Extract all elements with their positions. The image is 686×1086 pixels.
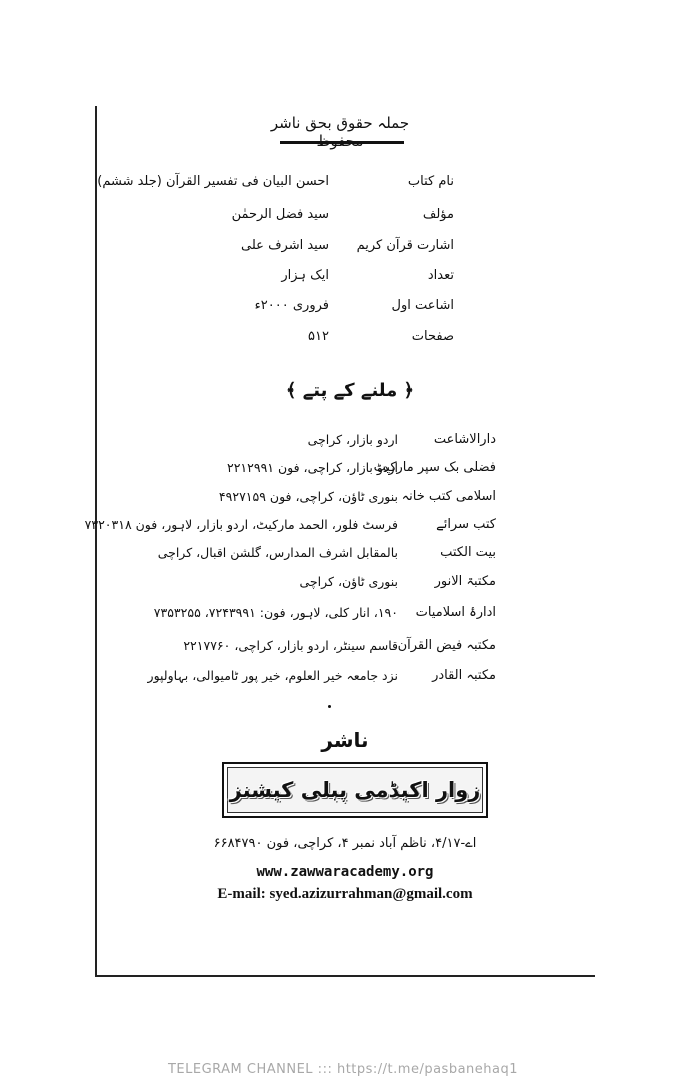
publisher-logo: زوار اکیڈمی پبلی کیشنز xyxy=(222,762,488,818)
address-label: دارالاشاعت xyxy=(433,432,496,447)
publisher-label: ناشر xyxy=(321,728,369,752)
separator-dot xyxy=(328,705,331,708)
address-value: بنوری ٹاؤن، کراچی xyxy=(299,574,398,589)
availability-title: ﴿ ملنے کے پتے ﴾ xyxy=(285,380,415,401)
first-edition-label: اشاعت اول xyxy=(391,298,454,313)
author-label: مؤلف xyxy=(422,207,454,222)
address-value: بنوری ٹاؤن، کراچی، فون ۴۹۲۷۱۵۹ xyxy=(218,489,398,504)
heading-underline xyxy=(280,141,404,144)
indexing-label: اشارت قرآن کریم xyxy=(356,238,454,253)
address-value: اردو بازار، کراچی، فون ۲۲۱۲۹۹۱ xyxy=(227,460,398,475)
author-value: سید فضل الرحمٰن xyxy=(231,207,329,222)
indexing-value: سید اشرف علی xyxy=(241,238,329,253)
address-label: بیت الکتب xyxy=(440,545,496,560)
address-label: اسلامی کتب خانہ xyxy=(401,489,496,504)
address-value: اردو بازار، کراچی xyxy=(307,432,398,447)
address-label: فضلی بک سپر مارکیٹ xyxy=(373,460,496,475)
telegram-watermark: TELEGRAM CHANNEL ::: https://t.me/pasbanehaq1 xyxy=(167,1062,519,1077)
address-value: ۱۹۰، انار کلی، لاہور، فون: ۷۲۴۳۹۹۱، ۷۳۵۳۲۵۵ xyxy=(153,605,398,620)
quantity-label: تعداد xyxy=(427,268,454,283)
book-title-value: احسن البیان فی تفسیر القرآن (جلد ششم) xyxy=(97,174,329,189)
publisher-address: اے-۴/۱۷، ناظم آباد نمبر ۴، کراچی، فون ۶۶۸۴۷۹۰ xyxy=(213,836,477,851)
copyright-heading: جملہ حقوق بحق ناشر xyxy=(270,114,410,132)
book-title-label: نام کتاب xyxy=(407,174,454,189)
address-value: بالمقابل اشرف المدارس، گلشن اقبال، کراچی xyxy=(157,545,398,560)
quantity-value: ایک ہزار xyxy=(281,268,329,283)
address-label: مکتبہ القادر xyxy=(432,668,496,683)
address-value: نزد جامعہ خیر العلوم، خیر پور ٹامیوالی، بہاولپور xyxy=(147,668,398,683)
pages-value: ۵۱۲ xyxy=(308,329,329,344)
first-edition-value: فروری ۲۰۰۰ء xyxy=(254,298,329,313)
address-value: قاسم سینٹر، اردو بازار، کراچی، ۲۲۱۷۷۶۰ xyxy=(183,638,398,653)
page-border-left xyxy=(95,106,97,976)
address-label: ادارۂ اسلامیات xyxy=(415,605,496,620)
email-address[interactable]: E-mail: syed.azizurrahman@gmail.com xyxy=(217,886,473,902)
website-link[interactable]: www.zawwaracademy.org xyxy=(256,864,434,880)
pages-label: صفحات xyxy=(411,329,454,344)
address-label: کتب سرائے xyxy=(436,517,496,532)
page-border-bottom xyxy=(95,975,595,977)
address-value: فرسٹ فلور، الحمد مارکیٹ، اردو بازار، لاہور، فون ۷۳۲۰۳۱۸ xyxy=(84,517,398,532)
address-label: مکتبہ فیض القرآن xyxy=(397,638,496,653)
address-label: مکتبۃ الانور xyxy=(434,574,496,589)
